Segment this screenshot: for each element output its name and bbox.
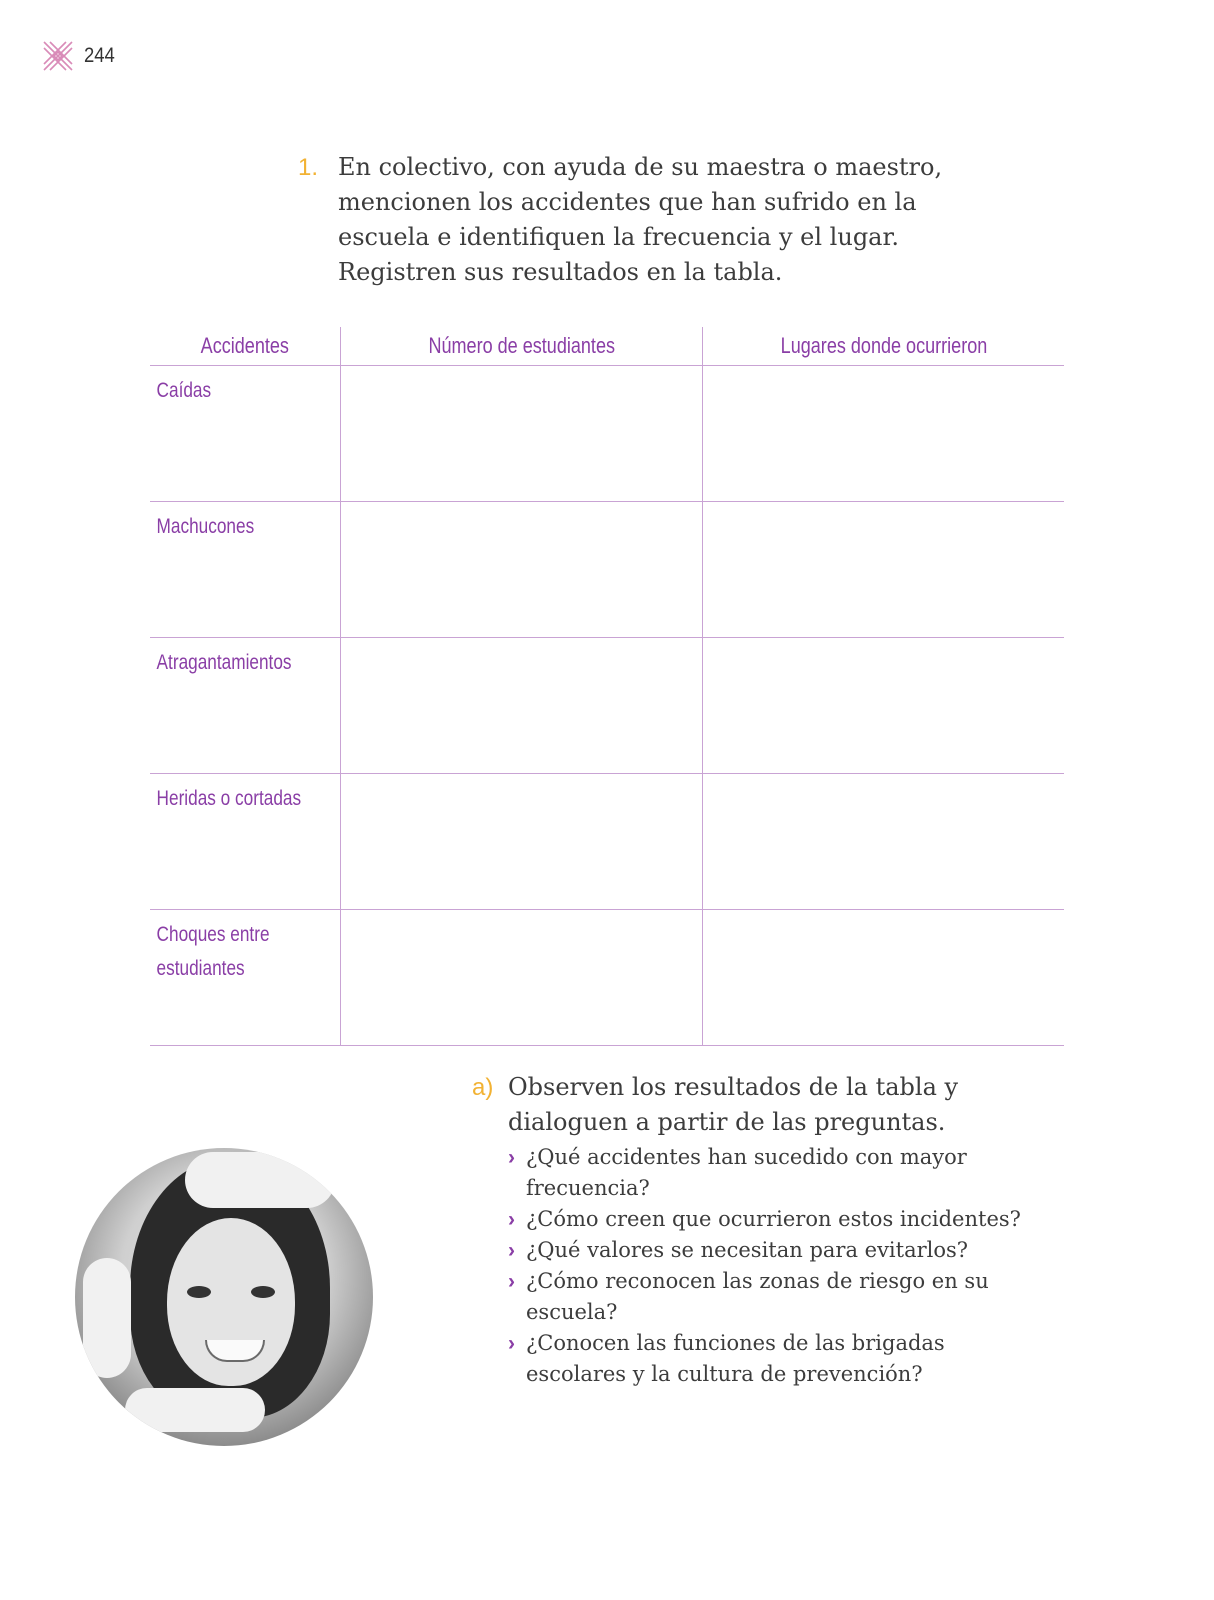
activity-number: 1. — [298, 154, 319, 181]
count-input-cell[interactable] — [340, 638, 702, 774]
accidents-table — [150, 327, 1064, 1046]
table-row — [150, 502, 1064, 638]
place-input-cell[interactable] — [702, 910, 1064, 1046]
table-row — [150, 366, 1064, 502]
question-text: ¿Conocen las funciones de las brigadas escolares y la cultura de prevención? — [526, 1331, 945, 1386]
header-label: Número de estudiantes — [428, 333, 615, 358]
row-label: Caídas — [156, 379, 212, 402]
chevron-right-icon: › — [508, 1146, 515, 1169]
row-label-cell — [150, 502, 340, 638]
row-label: Atragantamientos — [156, 651, 292, 674]
header-cell-numero — [340, 327, 702, 366]
chevron-right-icon: › — [508, 1239, 515, 1262]
place-input-cell[interactable] — [702, 502, 1064, 638]
count-input-cell[interactable] — [340, 502, 702, 638]
question-text: ¿Cómo reconocen las zonas de riesgo en su escuela? — [526, 1269, 989, 1324]
question-text: ¿Cómo creen que ocurrieron estos incidentes? — [526, 1207, 1021, 1231]
header-label: Lugares donde ocurrieron — [780, 333, 987, 358]
table-row — [150, 774, 1064, 910]
row-label-cell — [150, 638, 340, 774]
row-label-cell — [150, 366, 340, 502]
chevron-right-icon: › — [508, 1270, 515, 1293]
row-label-cell — [150, 774, 340, 910]
row-label-cell — [150, 910, 340, 1046]
photo-eye-shape — [251, 1286, 275, 1298]
photo-hand-shape — [125, 1388, 265, 1432]
subactivity-letter: a) — [472, 1074, 494, 1101]
photo-eye-shape — [187, 1286, 211, 1298]
list-item — [508, 1328, 1032, 1390]
question-list — [508, 1142, 1032, 1390]
subactivity — [472, 1070, 1032, 1390]
count-input-cell[interactable] — [340, 910, 702, 1046]
activity-text: En colectivo, con ayuda de su maestra o maestro, mencionen los accidentes que han sufrido en la escuela e identifiquen la frecuencia y el lugar. Registren sus resultados en la tabla. — [338, 153, 943, 286]
table-row — [150, 910, 1064, 1046]
list-item — [508, 1204, 1032, 1235]
row-label: Choques entre estudiantes — [156, 923, 270, 980]
table-header-row — [150, 327, 1064, 366]
place-input-cell[interactable] — [702, 366, 1064, 502]
page-header — [40, 38, 119, 74]
count-input-cell[interactable] — [340, 366, 702, 502]
list-item — [508, 1142, 1032, 1204]
ornament-icon — [40, 38, 76, 74]
photo-hand-shape — [185, 1152, 335, 1208]
chevron-right-icon: › — [508, 1208, 515, 1231]
question-text: ¿Qué accidentes han sucedido con mayor frecuencia? — [526, 1145, 967, 1200]
place-input-cell[interactable] — [702, 774, 1064, 910]
row-label: Heridas o cortadas — [156, 787, 302, 810]
header-cell-accidentes — [150, 327, 340, 366]
table-row — [150, 638, 1064, 774]
subactivity-text: Observen los resultados de la tabla y dialoguen a partir de las preguntas. — [508, 1073, 959, 1136]
girl-photo — [75, 1148, 373, 1446]
list-item — [508, 1235, 1032, 1266]
activity-instruction — [298, 150, 998, 290]
chevron-right-icon: › — [508, 1332, 515, 1355]
page-number: 244 — [84, 44, 115, 67]
place-input-cell[interactable] — [702, 638, 1064, 774]
header-label: Accidentes — [200, 333, 290, 358]
question-text: ¿Qué valores se necesitan para evitarlos? — [526, 1238, 969, 1262]
header-cell-lugares — [702, 327, 1064, 366]
row-label: Machucones — [156, 515, 255, 538]
photo-hand-shape — [83, 1258, 131, 1378]
list-item — [508, 1266, 1032, 1328]
count-input-cell[interactable] — [340, 774, 702, 910]
